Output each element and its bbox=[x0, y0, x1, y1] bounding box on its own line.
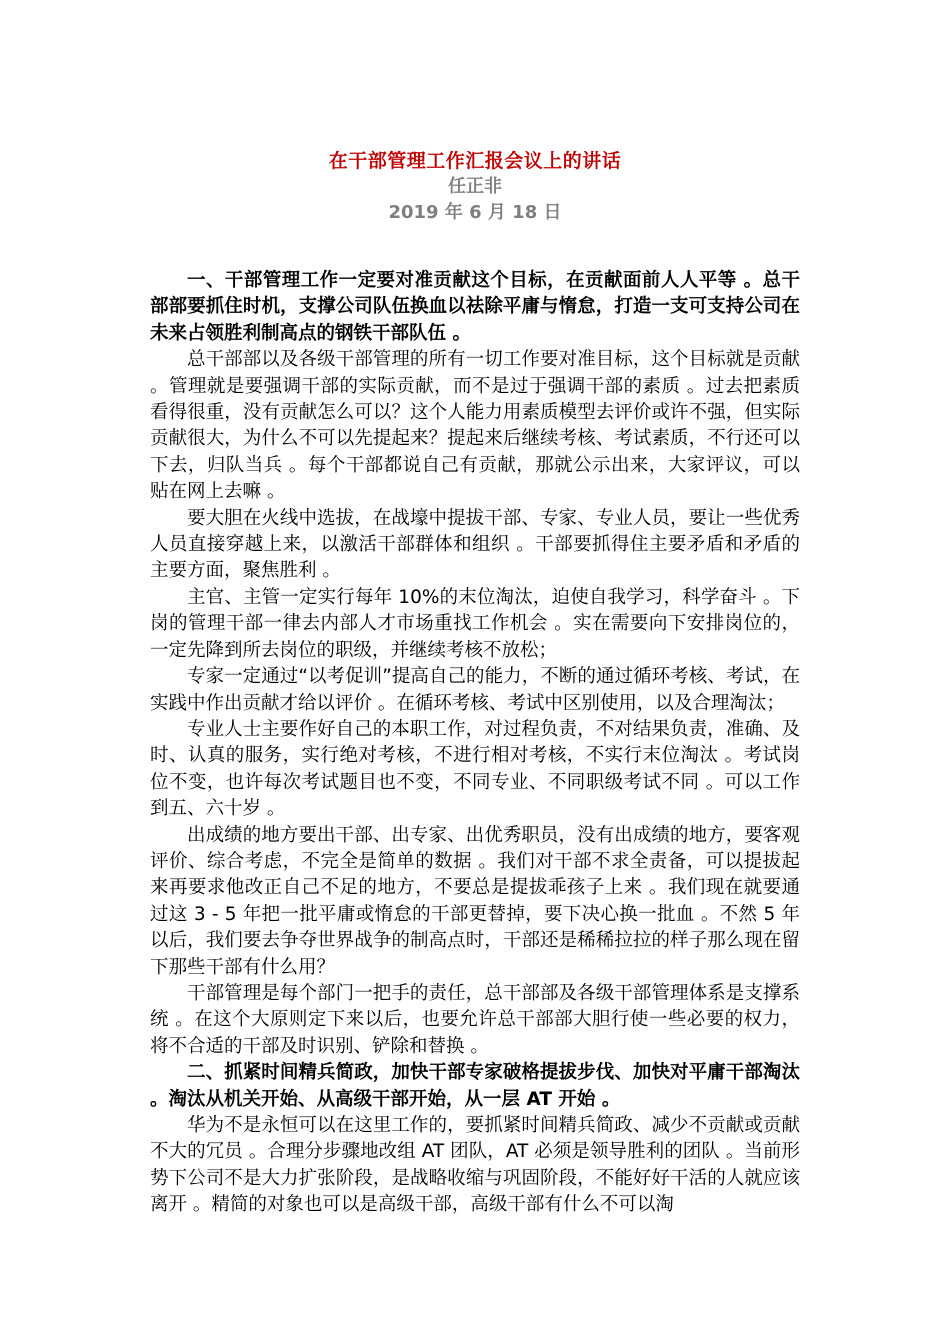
body-paragraph: 干部管理是每个部门一把手的责任，总干部部及各级干部管理体系是支撑系统 。在这个大原则定下来以后，也要允许总干部部大胆行使一些必要的权力，将不合适的干部及时识别、铲除和替换 。 bbox=[150, 982, 800, 1057]
document-date: 2019 年 6 月 18 日 bbox=[388, 202, 562, 223]
body-paragraph: 要大胆在火线中选拔，在战壕中提拔干部、专家、专业人员，要让一些优秀人员直接穿越上来，以激活干部群体和组织 。干部要抓得住主要矛盾和矛盾的主要方面，聚焦胜利 。 bbox=[150, 507, 800, 582]
body-paragraph: 华为不是永恒可以在这里工作的，要抓紧时间精兵简政、减少不贡献或贡献不大的冗员 。合理分步骤地改组 AT 团队，AT 必须是领导胜利的团队 。当前形势下公司不是大力扩张阶段，是战略收缩与巩固阶段，不能好好干活的人就应该离开 。精简的对象也可以是高级干部，高级干部有什么不可以淘 bbox=[150, 1115, 800, 1216]
document-header bbox=[0, 148, 950, 226]
section-heading-1: 一、干部管理工作一定要对准贡献这个目标，在贡献面前人人平等 。总干部部要抓住时机，支撑公司队伍换血以祛除平庸与惰怠，打造一支可支持公司在未来占领胜利制高点的钢铁干部队伍 。 bbox=[150, 270, 800, 344]
body-paragraph: 总干部部以及各级干部管理的所有一切工作要对准目标，这个目标就是贡献 。管理就是要强调干部的实际贡献，而不是过于强调干部的素质 。过去把素质看得很重，没有贡献怎么可以？这个人能力用素质模型去评价或许不强，但实际贡献很大，为什么不可以先提起来？提起来后继续考核、考试素质，不行还可以下去，归队当兵 。每个干部都说自己有贡献，那就公示出来，大家评议，可以贴在网上去嘛 。 bbox=[150, 349, 800, 503]
body-paragraph: 专家一定通过“以考促训”提高自己的能力，不断的通过循环考核、考试，在实践中作出贡献才给以评价 。在循环考核、考试中区别使用，以及合理淘汰； bbox=[150, 666, 800, 714]
body-paragraph: 主官、主管一定实行每年 10%的末位淘汰，迫使自我学习，科学奋斗 。下岗的管理干部一律去内部人才市场重找工作机会 。实在需要向下安排岗位的，一定先降到所去岗位的职级，并继续考核不放松； bbox=[150, 586, 800, 661]
body-paragraph: 专业人士主要作好自己的本职工作，对过程负责，不对结果负责，准确、及时、认真的服务，实行绝对考核，不进行相对考核，不实行末位淘汰 。考试岗位不变，也许每次考试题目也不变，不同专业、不同职级考试不同 。可以工作到五、六十岁 。 bbox=[150, 718, 800, 820]
document-title: 在干部管理工作汇报会议上的讲话 bbox=[328, 150, 622, 172]
document-author: 任正非 bbox=[448, 176, 502, 197]
document-body bbox=[150, 268, 800, 1219]
body-paragraph: 出成绩的地方要出干部、出专家、出优秀职员，没有出成绩的地方，要客观评价、综合考虑，不完全是简单的数据 。我们对干部不求全责备，可以提拔起来再要求他改正自己不足的地方，不要总是提拔乖孩子上来 。我们现在就要通过这 3 - 5 年把一批平庸或惰怠的干部更替掉，要下决心换一批血 。不然 5 年以后，我们要去争夺世界战争的制高点时，干部还是稀稀拉拉的样子那么现在留下那些干部有什么用？ bbox=[150, 824, 800, 978]
section-heading-2: 二、抓紧时间精兵简政，加快干部专家破格提拔步伐、加快对平庸干部淘汰 。淘汰从机关开始、从高级干部开始，从一层 AT 开始 。 bbox=[150, 1062, 800, 1110]
